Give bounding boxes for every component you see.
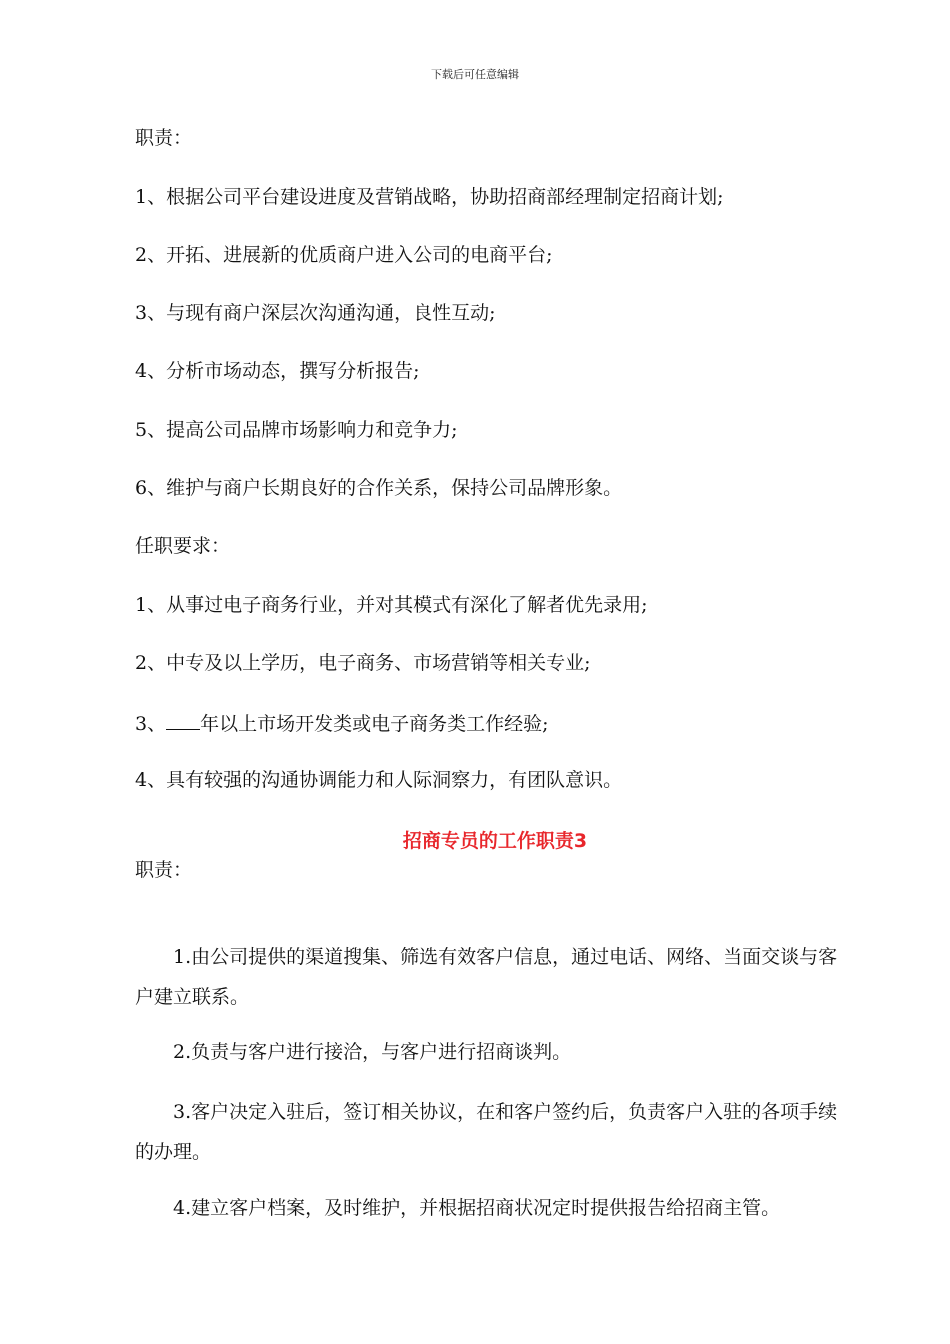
requirement-item-1: 1、从事过电子商务行业，并对其模式有深化了解者优先录用; [135,594,648,616]
duties-label: 职责： [135,127,193,149]
requirement-3-prefix: 3、 [135,713,167,735]
duty-item-2: 2、开拓、进展新的优质商户进入公司的电商平台; [135,244,553,266]
section-title: 招商专员的工作职责3 [402,830,588,852]
task-item-2: 2.负责与客户进行接洽，与客户进行招商谈判。 [173,1041,572,1063]
duty-item-6: 6、维护与商户长期良好的合作关系，保持公司品牌形象。 [135,477,623,499]
task-item-1: 1.由公司提供的渠道搜集、筛选有效客户信息，通过电话、网络、当面交谈与客户建立联系。 [135,946,838,1008]
requirement-item-4: 4、具有较强的沟通协调能力和人际洞察力，有团队意识。 [135,769,623,791]
duty-item-5: 5、提高公司品牌市场影响力和竞争力; [135,419,458,441]
header-watermark: 下载后可任意编辑 [431,68,519,81]
requirement-item-2: 2、中专及以上学历，电子商务、市场营销等相关专业; [135,652,591,674]
duty-item-3: 3、与现有商户深层次沟通沟通，良性互动; [135,302,496,324]
duty-item-4: 4、分析市场动态，撰写分析报告; [135,360,420,382]
task-item-4: 4.建立客户档案，及时维护，并根据招商状况定时提供报告给招商主管。 [173,1197,781,1219]
requirement-3-suffix: 年以上市场开发类或电子商务类工作经验; [200,713,549,735]
requirement-item-3 [135,709,549,736]
task-item-3: 3.客户决定入驻后，签订相关协议，在和客户签约后，负责客户入驻的各项手续的办理。 [135,1101,838,1163]
duties-label-2: 职责： [135,859,193,881]
duty-item-1: 1、根据公司平台建设进度及营销战略，协助招商部经理制定招商计划; [135,186,724,208]
fill-in-blank [166,709,200,730]
requirements-label: 任职要求： [135,535,231,557]
